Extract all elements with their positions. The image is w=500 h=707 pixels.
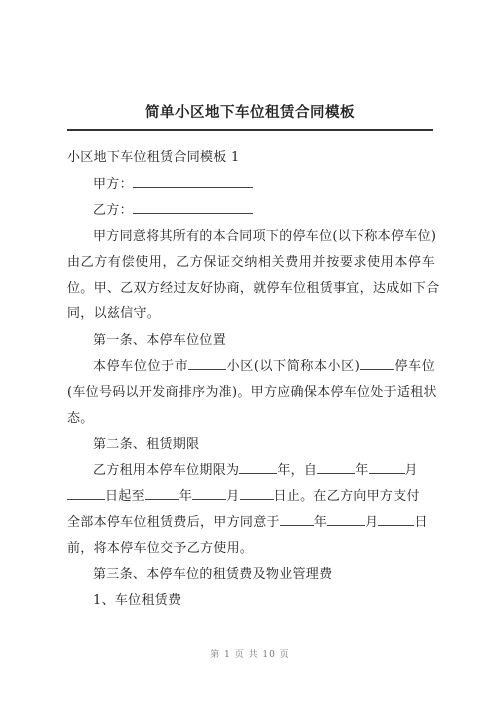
intro-line-1: 甲方同意将其所有的本合同项下的停车位(以下称本停车位) [93,229,437,244]
article-1-heading: 第一条、本停车位位置 [93,333,227,348]
end-month-blank [192,487,226,500]
party-b-blank [133,201,253,214]
party-a-line [93,173,435,192]
page-footer: 第 1 页 共 10 页 [210,650,290,660]
end-day-blank [240,487,274,500]
art2-l1-text-d: 月 [404,463,418,478]
party-b-line [93,199,435,218]
handover-day-blank [378,513,414,526]
space-number-blank [360,357,394,370]
art2-l1-text-c: 年 [355,463,369,478]
art2-l2-text-c: 月 [226,489,240,504]
article-1-line-3: 态。 [67,411,94,426]
art1-text-a: 本停车位位于市 [93,359,189,374]
party-b-label: 乙方： [93,203,133,218]
start-year-blank [317,461,355,474]
start-month-blank [369,461,405,474]
intro-line-4: 同，以兹信守。 [67,306,161,321]
art2-l2-text-d: 日止。在乙方向甲方支付 [273,489,420,504]
city-blank [188,357,226,370]
art2-l2-text-b: 年 [178,489,193,504]
article-2-line-4: 前，将本停车位交予乙方使用。 [67,541,254,556]
intro-line-2: 由乙方有偿使用，乙方保证交纳相关费用并按要求使用本停车 [67,255,435,270]
art2-l1-text-b: 年，自 [277,463,318,478]
art2-l2-text-a: 日起至 [105,489,145,504]
document-title: 简单小区地下车位租赁合同模板 [145,105,355,121]
handover-month-blank [327,513,365,526]
art2-l3-text-c: 月 [365,515,379,530]
art2-l3-text-a: 全部本停车位租赁费后，甲方同意于 [67,515,280,530]
subtitle: 小区地下车位租赁合同模板 1 [67,150,240,165]
article-1-line-1 [93,355,435,374]
party-a-label: 甲方： [93,177,133,192]
article-2-line-3 [67,511,435,530]
art2-l1-text-a: 乙方租用本停车位期限为 [93,463,240,478]
article-1-line-2: (车位号码以开发商排序为准)。甲方应确保本停车位处于适租状 [67,385,437,400]
art2-l3-text-d: 日 [414,515,428,530]
party-a-blank [133,175,253,188]
years-blank [239,461,277,474]
article-3-heading: 第三条、本停车位的租赁费及物业管理费 [93,567,333,582]
intro-line-3: 位。甲、乙双方经过友好协商，就停车位租赁事宜，达成如下合 [67,281,440,296]
art1-text-b: 小区(以下简称本小区) [226,359,361,374]
title-divider [67,129,433,131]
start-day-blank [67,487,105,500]
art2-l3-text-b: 年 [313,515,328,530]
article-2-line-2 [67,485,435,504]
handover-year-blank [280,513,314,526]
art1-text-c: 停车位 [394,359,435,374]
article-2-heading: 第二条、租赁期限 [93,437,200,452]
article-2-line-1 [93,459,435,478]
article-3-sub-1: 1、车位租赁费 [93,593,182,608]
end-year-blank [145,487,179,500]
